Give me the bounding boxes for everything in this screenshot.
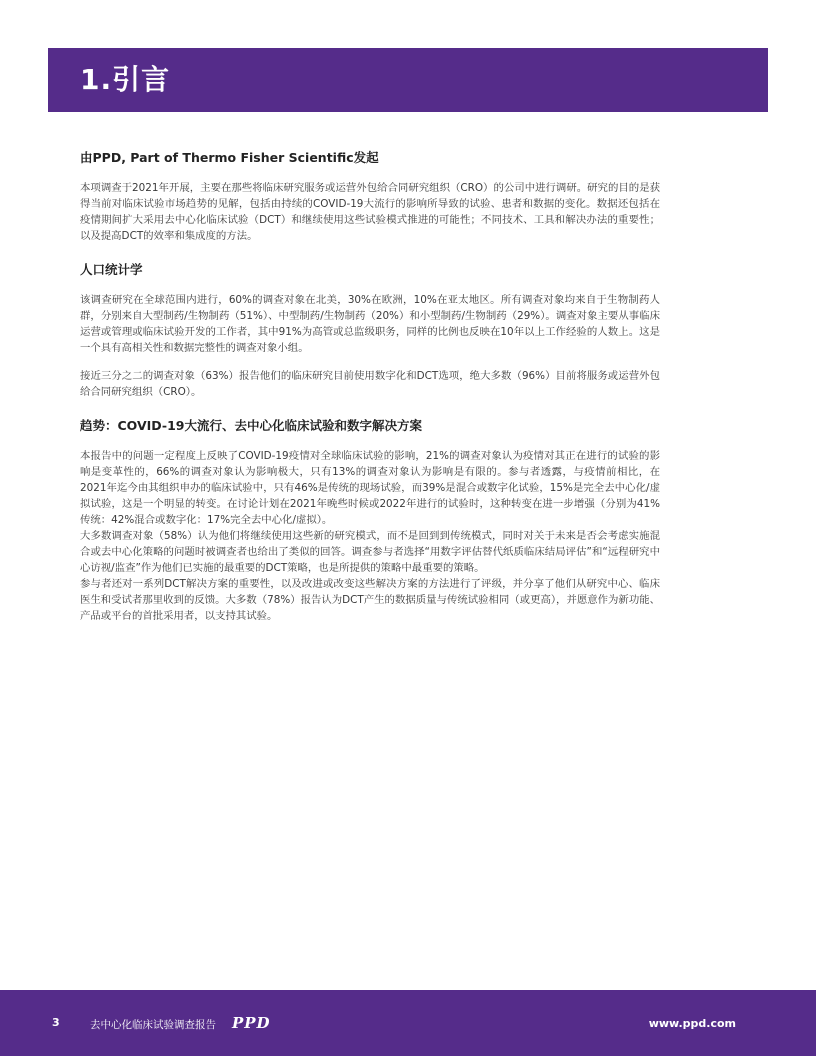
page-title: 1.引言 [80, 63, 171, 96]
intro-heading: 由PPD, Part of Thermo Fisher Scientific发起 [80, 150, 379, 165]
section-demographics [80, 260, 660, 400]
section-trends [80, 416, 660, 624]
footer [0, 990, 816, 1056]
trends-heading: 趋势：COVID-19大流行、去中心化临床试验和数字解决方案 [80, 418, 422, 433]
main-content [80, 148, 660, 624]
ppd-logo: PPD [232, 1014, 271, 1032]
demographics-paragraph-1: 该调查研究在全球范围内进行，60%的调查对象在北美，30%在欧洲，10%在亚太地区。所有调查对象均来自于生物制药人群，分别来自大型制药/生物制药（51%）、中型制药/生物制药（20%）和小型制药/生物制药（29%）。调查对象主要从事临床运营或管理或临床试验开发的工作者，其中91%为高管或总监级职务，同样的比例也反映在10年以上工作经验的人数上。这是一个具有高相关性和数据完整性的调查对象小组。 [80, 294, 660, 354]
intro-paragraph: 本项调查于2021年开展，主要在那些将临床研究服务或运营外包给合同研究组织（CRO）的公司中进行调研。研究的目的是获得当前对临床试验市场趋势的见解，包括由持续的COVID-19大流行的影响所导致的试验、患者和数据的变化。数据还包括在疫情期间扩大采用去中心化临床试验（DCT）和继续使用这些试验模式推进的可能性；不同技术、工具和解决办法的重要性；以及提高DCT的效率和集成度的方法。 [80, 182, 660, 242]
header-band [48, 48, 768, 112]
trends-paragraph-2: 大多数调查对象（58%）认为他们将继续使用这些新的研究模式，而不是回到到传统模式，同时对关于未来是否会考虑实施混合或去中心化策略的问题时被调查者也给出了类似的回答。调查参与者选择“用数字评估替代纸质临床结局评估”和“远程研究中心访视/监查”作为他们已实施的最重要的DCT策略，也是所提供的策略中最重要的策略。 [80, 530, 660, 574]
trends-paragraph-3: 参与者还对一系列DCT解决方案的重要性，以及改进或改变这些解决方案的方法进行了评级，并分享了他们从研究中心、临床医生和受试者那里收到的反馈。大多数（78%）报告认为DCT产生的数据质量与传统试验相同（或更高），并愿意作为新功能、产品或平台的首批采用者，以支持其试验。 [80, 578, 660, 622]
document-title: 去中心化临床试验调查报告 [90, 1019, 216, 1031]
trends-paragraph-1: 本报告中的问题一定程度上反映了COVID-19疫情对全球临床试验的影响，21%的调查对象认为疫情对其正在进行的试验的影响是变革性的，66%的调查对象认为影响极大，只有13%的调查对象认为影响是有限的。参与者透露，与疫情前相比，在2021年迄今由其组织申办的临床试验中，只有46%是传统的现场试验，而39%是混合或数字化试验，15%是完全去中心化/虚拟试验，这是一个明显的转变。在讨论计划在2021年晚些时候或2022年进行的试验时，这种转变在进一步增强（分别为41%传统：42%混合或数字化：17%完全去中心化/虚拟）。 [80, 450, 660, 526]
demographics-heading: 人口统计学 [80, 262, 143, 277]
demographics-paragraph-2: 接近三分之二的调查对象（63%）报告他们的临床研究目前使用数字化和DCT选项，绝大多数（96%）目前将服务或运营外包给合同研究组织（CRO）。 [80, 370, 660, 398]
page-number: 3 [52, 1016, 60, 1029]
website-link[interactable]: www.ppd.com [648, 1017, 736, 1030]
section-intro [80, 148, 660, 244]
